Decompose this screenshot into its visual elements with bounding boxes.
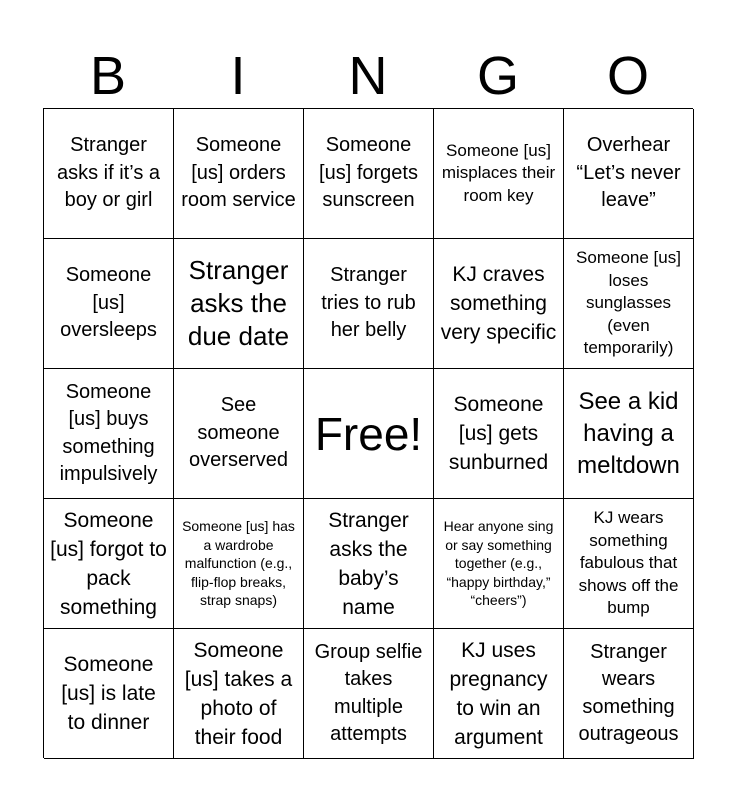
bingo-cell-text: See someone overserved — [189, 394, 288, 472]
bingo-cell-r5c2[interactable] — [174, 629, 304, 759]
bingo-cell-r5c4[interactable] — [434, 629, 564, 759]
bingo-cell-text: KJ uses pregnancy to win an argument — [449, 638, 548, 749]
header-letter-i: I — [230, 46, 246, 106]
bingo-cell-text: Someone [us] gets sunburned — [448, 393, 549, 474]
bingo-cell-r1c2[interactable] — [174, 109, 304, 239]
bingo-cell-r1c5[interactable] — [564, 109, 694, 239]
header-letter-n: N — [348, 46, 388, 106]
bingo-cell-r3c1[interactable] — [44, 369, 174, 499]
bingo-cell-r2c4[interactable] — [434, 239, 564, 369]
bingo-cell-text: Someone [us] forgot to pack something — [50, 508, 167, 619]
bingo-cell-r2c2[interactable] — [174, 239, 304, 369]
header-letter-g: G — [476, 46, 519, 106]
bingo-cell-text: See a kid having a meltdown — [577, 387, 680, 479]
bingo-cell-text: KJ craves something very specific — [440, 263, 557, 344]
bingo-cell-r3c2[interactable] — [174, 369, 304, 499]
bingo-cell-text: Stranger tries to rub her belly — [321, 264, 416, 342]
bingo-cell-text: KJ wears something fabulous that shows off the bump — [578, 508, 679, 618]
bingo-cell-r3c5[interactable] — [564, 369, 694, 499]
bingo-cell-text: Someone [us] orders room service — [181, 134, 296, 212]
bingo-cell-text: Stranger asks if it’s a boy or girl — [57, 134, 160, 212]
bingo-cell-free[interactable] — [304, 369, 434, 499]
bingo-cell-text: Stranger wears something outrageous — [578, 640, 679, 745]
header-letter-b: B — [89, 46, 127, 106]
bingo-cell-text: Someone [us] forgets sunscreen — [319, 134, 418, 212]
bingo-cell-text: Someone [us] oversleeps — [60, 264, 157, 342]
bingo-cell-text: Someone [us] has a wardrobe malfunction (e.g., flip-flop breaks, strap snaps) — [182, 518, 295, 609]
bingo-cell-r1c1[interactable] — [44, 109, 174, 239]
bingo-cell-text: Someone [us] misplaces their room key — [441, 140, 556, 205]
bingo-cell-text: Free! — [314, 407, 423, 460]
bingo-cell-text: Overhear “Let’s never leave” — [576, 134, 681, 212]
bingo-cell-text: Hear anyone sing or say something together (e.g., “happy birthday,” “cheers”) — [443, 518, 554, 609]
bingo-header — [43, 44, 693, 108]
bingo-cell-r4c4[interactable] — [434, 499, 564, 629]
bingo-cell-text: Someone [us] takes a photo of their food — [184, 638, 293, 749]
bingo-cell-r3c4[interactable] — [434, 369, 564, 499]
bingo-cell-r1c4[interactable] — [434, 109, 564, 239]
bingo-cell-text: Group selfie takes multiple attempts — [314, 640, 423, 745]
bingo-cell-r4c3[interactable] — [304, 499, 434, 629]
bingo-cell-r5c5[interactable] — [564, 629, 694, 759]
bingo-cell-r2c3[interactable] — [304, 239, 434, 369]
bingo-cell-r5c3[interactable] — [304, 629, 434, 759]
bingo-cell-text: Someone [us] is late to dinner — [61, 653, 156, 734]
bingo-cell-r1c3[interactable] — [304, 109, 434, 239]
bingo-cell-r2c5[interactable] — [564, 239, 694, 369]
bingo-cell-r5c1[interactable] — [44, 629, 174, 759]
bingo-cell-r4c1[interactable] — [44, 499, 174, 629]
bingo-cell-text: Stranger asks the due date — [187, 255, 290, 351]
bingo-cell-r4c2[interactable] — [174, 499, 304, 629]
bingo-cell-text: Stranger asks the baby’s name — [328, 508, 409, 619]
header-letter-o: O — [606, 46, 649, 106]
bingo-cell-r4c5[interactable] — [564, 499, 694, 629]
bingo-board — [43, 108, 693, 758]
bingo-cell-r2c1[interactable] — [44, 239, 174, 369]
bingo-cell-text: Someone [us] loses sunglasses (even temporarily) — [576, 248, 681, 358]
bingo-cell-text: Someone [us] buys something impulsively — [59, 380, 158, 485]
